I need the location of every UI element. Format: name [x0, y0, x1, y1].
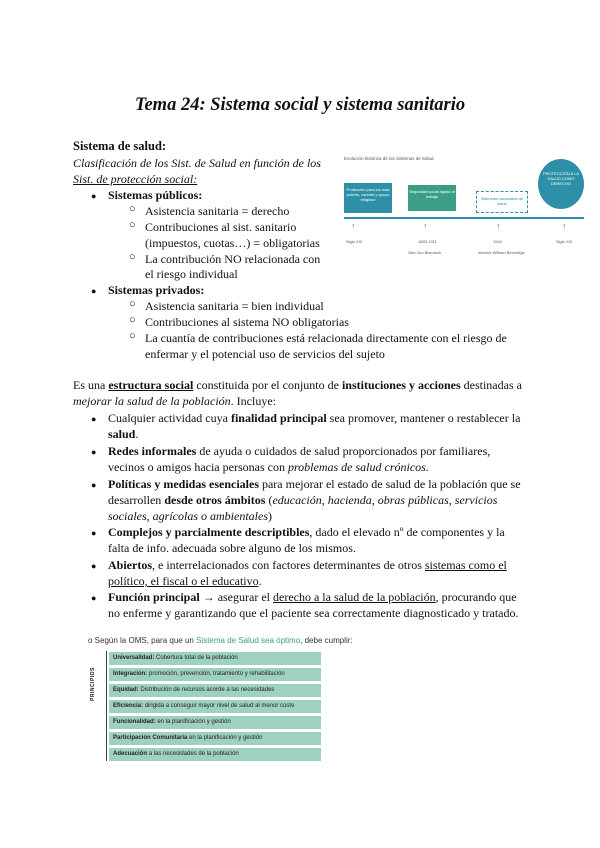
principles-intro: o Según la OMS, para que un Sistema de Salud sea óptimo, debe cumplir:: [88, 636, 353, 645]
publicos-heading: Sistemas públicos:: [108, 188, 203, 202]
page-title: Tema 24: Sistema social y sistema sanitario: [134, 95, 466, 115]
principle-row: Equidad: Distribución de recursos acorde a las necesidades: [109, 684, 321, 697]
timeline-sublabel: Informe William Beveridge: [478, 250, 525, 255]
principle-row: Universalidad: Cobertura total de la población: [109, 652, 321, 665]
section-heading: Sistema de salud:: [73, 139, 167, 153]
list-item: La contribución NO relacionada con: [145, 252, 321, 266]
timeline-label: 1942: [493, 239, 502, 244]
circle-bullet-icon: ○: [129, 298, 136, 310]
bullet-text: Políticas y medidas esenciales para mejorar el estado de salud de la población que se: [108, 477, 521, 491]
figure-title: Evolución histórica de los Sistemas de Salud: [344, 156, 434, 161]
bullet-icon: ●: [91, 414, 97, 424]
circle-bullet-icon: ○: [129, 330, 136, 342]
list-item: Contribuciones al sist. sanitario: [145, 220, 297, 234]
timeline-label: Siglo XIX: [346, 239, 363, 244]
bullet-text: Redes informales de ayuda o cuidados de salud proporcionados por familiares,: [108, 444, 491, 458]
bullet-icon: ●: [91, 561, 97, 571]
bullet-text: Abiertos, e interrelacionados con factores determinantes de otros sistemas como el: [108, 558, 507, 572]
list-item: Contribuciones al sistema NO obligatorias: [145, 315, 349, 329]
bullet-text: Complejos y parcialmente descriptibles, dado el elevado nº de componentes y la: [108, 525, 505, 539]
arrow-up-icon: ↑: [496, 221, 501, 231]
privados-heading: Sistemas privados:: [108, 283, 205, 297]
list-item: La cuantía de contribuciones está relacionada directamente con el riesgo de: [145, 331, 507, 345]
timeline-circle: PROTECCIÓN A LA SALUD COMO DERECHO: [538, 159, 584, 209]
circle-bullet-icon: ○: [129, 314, 136, 326]
list-item: el riesgo individual: [145, 267, 238, 281]
definition-line: mejorar la salud de la población. Incluye:: [73, 394, 276, 408]
timeline-sublabel: Otto Von Bismarck: [408, 250, 442, 255]
arrow-up-icon: ↑: [562, 221, 567, 231]
timeline-box: Protección para los más pobres, caridad y apoyo religioso: [344, 183, 392, 213]
timeline-box: Sistemas nacionales de salud: [476, 191, 528, 213]
arrow-up-icon: ↑: [351, 221, 356, 231]
bullet-text: falta de info. adecuada sobre alguno de los mismos.: [108, 541, 356, 555]
bullet-text: Función principal → asegurar el derecho a la salud de la población, procurando que: [108, 590, 517, 604]
bullet-icon: ●: [91, 447, 97, 457]
bullet-icon: ●: [91, 191, 97, 201]
principle-row: Participación Comunitaria en la planificación y gestión: [109, 732, 321, 745]
principles-side: [90, 651, 107, 761]
bullet-icon: ●: [91, 480, 97, 490]
arrow-up-icon: ↑: [423, 221, 428, 231]
bullet-icon: ●: [91, 286, 97, 296]
timeline-axis: [344, 217, 584, 219]
subtitle-line: Sist. de protección social:: [73, 172, 198, 186]
subtitle-line: Clasificación de los Sist. de Salud en función de los: [73, 156, 321, 170]
bullet-text: no enferme y garantizando que el paciente sea correctamente diagnosticado y tratado.: [108, 606, 519, 620]
principles-side-label: PRINCIPIOS: [90, 667, 96, 701]
list-item: Asistencia sanitaria = bien individual: [145, 299, 324, 313]
bullet-text: desarrollen desde otros ámbitos (educación, hacienda, obras públicas, servicios: [108, 493, 498, 507]
bullet-text: vecinos o amigos hacia personas con problemas de salud crónicos.: [108, 460, 429, 474]
principle-row: Integración: promoción, prevención, tratamiento y rehabilitación: [109, 668, 321, 681]
timeline-label: 1883-1911: [418, 239, 437, 244]
definition-line: Es una estructura social constituida por el conjunto de instituciones y acciones destinadas a: [73, 378, 522, 392]
principle-row: Eficiencia: dirigida a conseguir mayor nivel de salud al menor coste: [109, 700, 321, 713]
timeline-label: Siglo XXI: [556, 239, 573, 244]
principle-row: Adecuación a las necesidades de la población: [109, 748, 321, 761]
circle-bullet-icon: ○: [129, 251, 136, 263]
circle-bullet-icon: ○: [129, 219, 136, 231]
list-item: enfermar y el potencial uso de servicios del sujeto: [145, 347, 385, 361]
list-item: (impuestos, cuotas…) = obligatorias: [145, 236, 320, 250]
bullet-text: político, el fiscal o el educativo.: [108, 574, 262, 588]
circle-bullet-icon: ○: [129, 203, 136, 215]
timeline-box: Seguridad social ligada al trabajo: [408, 185, 456, 211]
bullet-icon: ●: [91, 528, 97, 538]
bullet-text: Cualquier actividad cuya finalidad principal sea promover, mantener o restablecer la: [108, 411, 521, 425]
bullet-text: sociales, agrícolas o ambientales): [108, 509, 272, 523]
timeline-figure: [338, 153, 588, 263]
bullet-icon: ●: [91, 593, 97, 603]
list-item: Asistencia sanitaria = derecho: [145, 204, 290, 218]
bullet-text: salud.: [108, 427, 139, 441]
principle-row: Funcionalidad: en la planificación y gestión: [109, 716, 321, 729]
